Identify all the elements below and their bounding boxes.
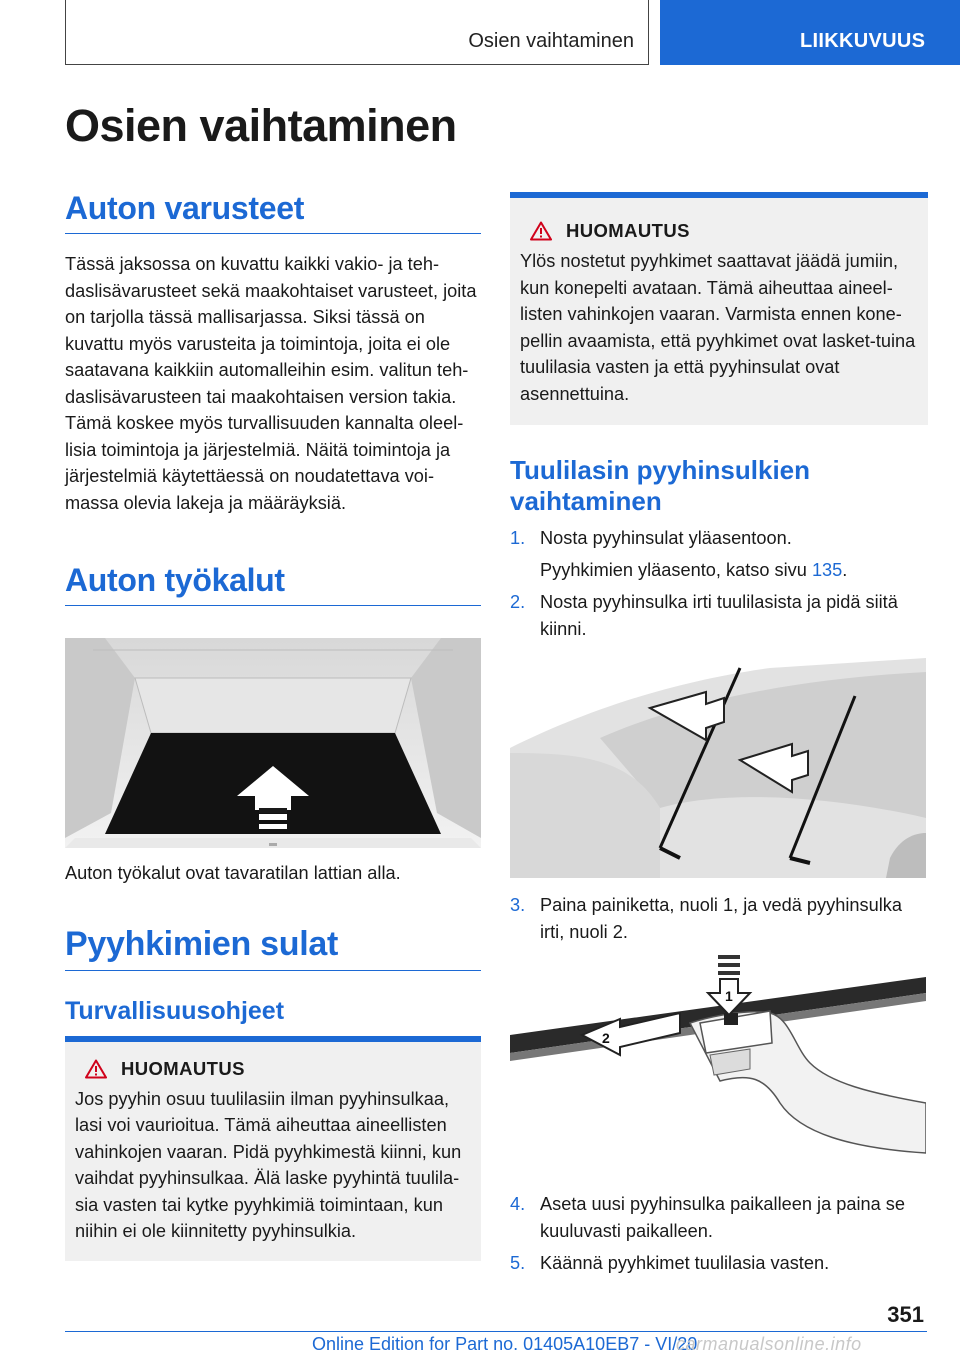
warning-triangle-icon	[85, 1059, 107, 1079]
hood-notice-box	[510, 192, 928, 425]
wiper-notice-title: HUOMAUTUS	[121, 1057, 245, 1079]
heading-safety: Turvallisuusohjeet	[65, 997, 481, 1042]
arrow-label-1: 1	[725, 988, 733, 1004]
hood-notice-body: Ylös nostetut pyyhkimet saattavat jäädä jumiin, kun konepelti avataan. Tämä aiheuttaa aineel-listen vahinkojen vaaran. Varmista ennen kone-pellin avaamista, että pyyhkimet ovat lasket-tuina tuulilasia vasten ja että pyyhinsulat ovat asennettuina.	[520, 251, 916, 404]
wiper-blade-release-illustration	[510, 953, 926, 1173]
step-text: Aseta uusi pyyhinsulka paikalleen ja paina se kuuluvasti paikalleen.	[540, 1194, 905, 1241]
wiper-notice-body: Jos pyyhin osuu tuulilasiin ilman pyyhinsulkaa, lasi voi vaurioitua. Tämä aiheuttaa aineellisten vahinkojen vaaran. Pidä pyyhkimestä kiinni, kun vaihdat pyyhinsulkaa. Älä laske pyyhintä tuulila-sia vasten tai kytke pyyhkimiä toimintaan, kun niihin ei ole kiinnitetty pyyhinsulkia.	[75, 1088, 462, 1241]
step-text: Käännä pyyhkimet tuulilasia vasten.	[540, 1253, 830, 1273]
step-text: Nosta pyyhinsulka irti tuulilasista ja pidä siitä kiinni.	[540, 592, 898, 639]
tools-caption: Auton työkalut ovat tavaratilan lattian alla.	[65, 863, 401, 883]
chapter-tab[interactable]	[660, 0, 960, 65]
step-number: 2.	[510, 592, 526, 612]
page-link-135[interactable]: 135	[811, 559, 843, 580]
footer-rule	[65, 1331, 927, 1332]
wiper-notice-box	[65, 1042, 481, 1261]
step-text: Paina painiketta, nuoli 1, ja vedä pyyhinsulka irti, nuoli 2.	[540, 895, 902, 942]
header-section-title: Osien vaihtaminen	[468, 30, 634, 52]
right-column	[510, 192, 928, 1277]
heading-wiper-blades: Pyyhkimien sulat	[65, 925, 481, 971]
heading-tools: Auton työkalut	[65, 562, 481, 606]
wiper-notice-header	[75, 1058, 471, 1080]
windshield-wipers-illustration	[510, 658, 926, 878]
heading-replace-blades: Tuulilasin pyyhinsulkien vaihtaminen	[510, 455, 811, 516]
footer-edition: Online Edition for Part no. 01405A10EB7 - VI/20	[312, 1334, 698, 1354]
equipment-body: Tässä jaksossa on kuvattu kaikki vakio- ja teh-daslisävarusteet sekä maakohtaiset varusteet, joita on tarjolla tässä mallisarjassa. Siksi tässä on kuvattu myös varusteita ja toimintoja, joita ei ole saatavana kaikkiin automalleihin esim. valitun teh-daslisävarusteen tai maakohtaisen version takia. Tämä koskee myös turvallisuuden kannalta oleel-lisia toimintoja ja järjestelmiä. Näitä toimintoja ja järjestelmiä käytettäessä on noudatettava voi-massa olevia lakeja ja määräyksiä.	[65, 254, 477, 513]
step-2	[510, 589, 928, 642]
step-number: 1.	[510, 528, 526, 548]
step-1	[510, 525, 928, 583]
hood-notice-title: HUOMAUTUS	[566, 220, 690, 241]
header-section-box	[65, 0, 649, 65]
step-3	[510, 892, 928, 945]
step-1-reference-suffix: .	[842, 559, 848, 580]
step-number: 4.	[510, 1194, 526, 1214]
watermark: carmanualsonline.info	[676, 1334, 862, 1354]
step-1-reference	[510, 557, 928, 584]
step-text: Nosta pyyhinsulat yläasentoon.	[540, 528, 792, 548]
left-column	[65, 190, 481, 1261]
arrow-label-2: 2	[602, 1030, 610, 1046]
trunk-floor-illustration	[65, 638, 481, 848]
heading-equipment: Auton varusteet	[65, 190, 481, 234]
step-5	[510, 1250, 928, 1277]
step-4	[510, 1191, 928, 1244]
hood-notice-header	[520, 220, 918, 242]
step-number: 5.	[510, 1253, 526, 1273]
warning-triangle-icon	[530, 221, 552, 241]
step-1-reference-text: Pyyhkimien yläasento, katso sivu	[540, 559, 812, 580]
step-number: 3.	[510, 895, 526, 915]
page-title: Osien vaihtaminen	[65, 100, 457, 151]
page-number: 351	[887, 1302, 924, 1327]
chapter-tab-label: LIIKKUVUUS	[800, 30, 926, 52]
